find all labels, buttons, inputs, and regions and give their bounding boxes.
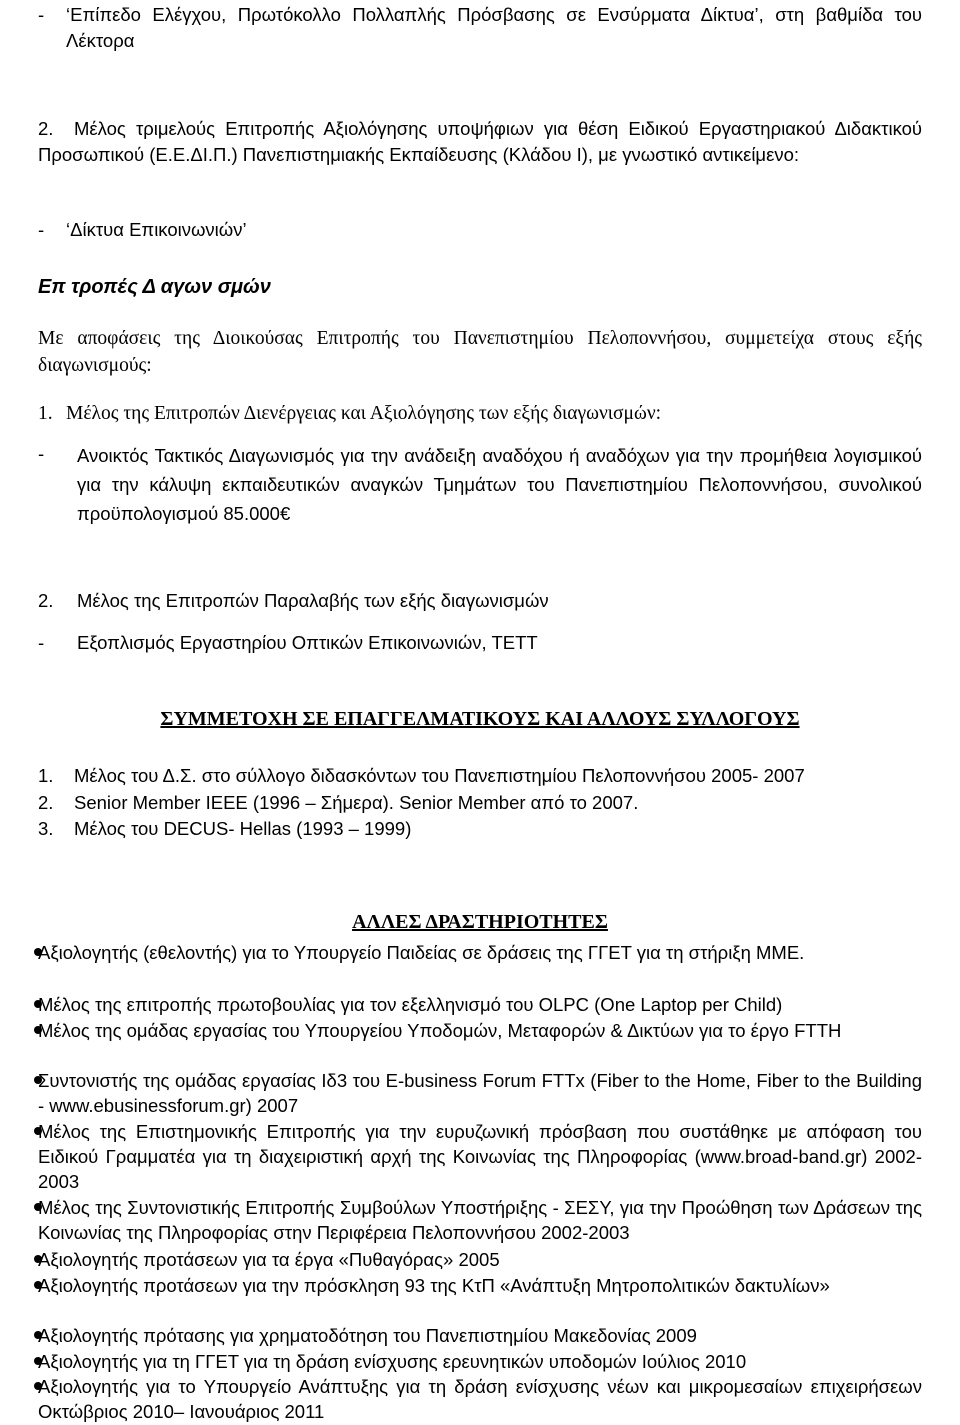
item-number: 3. — [38, 818, 54, 839]
dash-marker: - — [38, 219, 45, 240]
item-text: Senior Member IEEE (1996 – Σήμερα). Senior Member από το 2007. — [74, 792, 639, 813]
item-number: 1. — [38, 765, 54, 786]
section-title-committees: Επ τροπές Δ αγων σμών — [38, 276, 271, 298]
item-text: Μέλος της ομάδας εργασίας του Υπουργείου Υποδομών, Μεταφορών & Δικτύων για το έργο FTTH — [38, 1020, 842, 1041]
item-text: Μέλος της επιτροπής πρωτοβουλίας για τον εξελληνισμό του OLPC (One Laptop per Child) — [38, 994, 783, 1015]
item-text: Μέλος της Επιστημονικής Επιτροπής για την ευρυζωνική πρόσβαση που συστάθηκε με απόφαση του Ειδικού Γραμματέα για τη διαχειριστική αρχή της Κοινωνίας της Πληροφορίας (www.broad-band.gr) 2002-2003 — [38, 1121, 922, 1192]
intro-line-text: ‘Επίπεδο Ελέγχου, Πρωτόκολλο Πολλαπλής Πρόσβασης σε Ενσύρματα Δίκτυα’, στη βαθμίδα του Λέκτορα — [66, 4, 922, 51]
item-number: 1. — [38, 403, 53, 424]
item-number: 2. — [38, 792, 54, 813]
section-heading-associations: ΣΥΜΜΕΤΟΧΗ ΣΕ ΕΠΑΓΓΕΛΜΑΤΙΚΟΥΣ ΚΑΙ ΑΛΛΟΥΣ ΣΥΛΛΟΓΟΥΣ — [160, 708, 800, 730]
committees-item-1-sub: Ανοικτός Τακτικός Διαγωνισμός για την ανάδειξη αναδόχου ή αναδόχων για την προμήθεια λογισμικού για την κάλυψη εκπαιδευτικών αναγκών Τμημάτων του Πανεπιστημίου Πελοποννήσου, συνολικού προϋπολογισμού 85.000€ — [77, 445, 922, 524]
item-text: Αξιολογητής πρότασης για χρηματοδότηση του Πανεπιστημίου Μακεδονίας 2009 — [38, 1325, 697, 1346]
committees-intro: Με αποφάσεις της Διοικούσας Επιτροπής του Πανεπιστημίου Πελοποννήσου, συμμετείχα στους εξής διαγωνισμούς: — [38, 328, 922, 376]
section-heading-other-activities: ΑΛΛΕΣ ΔΡΑΣΤΗΡΙΟΤΗΤΕΣ — [352, 911, 608, 933]
item-text: Αξιολογητής (εθελοντής) για το Υπουργείο Παιδείας σε δράσεις της ΓΓΕΤ για τη στήριξη ΜΜΕ. — [38, 942, 805, 963]
intro-item-2-subject: ‘Δίκτυα Επικοινωνιών’ — [66, 219, 247, 240]
item-number: 2. — [38, 590, 54, 611]
item-text: Αξιολογητής προτάσεων για την πρόσκληση 93 της ΚτΠ «Ανάπτυξη Μητροπολιτικών δακτυλίων» — [38, 1275, 830, 1296]
committees-item-1-text: Μέλος της Επιτροπών Διενέργειας και Αξιολόγησης των εξής διαγωνισμών: — [66, 403, 662, 424]
intro-item-2-text: Μέλος τριμελούς Επιτροπής Αξιολόγησης υποψήφιων για θέση Ειδικού Εργαστηριακού Διδακτικού Προσωπικού (Ε.Ε.ΔΙ.Π.) Πανεπιστημιακής Εκπαίδευσης (Κλάδου Ι), με γνωστικό αντικείμενο: — [38, 118, 922, 165]
item-text: Μέλος της Συντονιστικής Επιτροπής Συμβούλων Υποστήριξης - ΣΕΣΥ, για την Προώθηση των Δράσεων της Κοινωνίας της Πληροφορίας στην Περιφέρεια Πελοποννήσου 2002-2003 — [38, 1197, 922, 1243]
committees-item-2-text: Μέλος της Επιτροπών Παραλαβής των εξής διαγωνισμών — [77, 590, 549, 611]
item-text: Αξιολογητής προτάσεων για τα έργα «Πυθαγόρας» 2005 — [38, 1249, 500, 1270]
dash-marker: - — [38, 4, 45, 25]
item-text: Μέλος του DECUS- Hellas (1993 – 1999) — [74, 818, 412, 839]
dash-marker: - — [38, 632, 45, 653]
item-text: Μέλος του Δ.Σ. στο σύλλογο διδασκόντων του Πανεπιστημίου Πελοποννήσου 2005- 2007 — [74, 765, 805, 786]
dash-marker: - — [38, 443, 45, 464]
committees-item-2-sub: Εξοπλισμός Εργαστηρίου Οπτικών Επικοινωνιών, ΤΕΤΤ — [77, 632, 538, 653]
item-text: Συντονιστής της ομάδας εργασίας Ιδ3 του E-business Forum FTTx (Fiber to the Home, Fiber to the Building - www.ebusinessforum.gr) 2007 — [38, 1070, 922, 1116]
item-number: 2. — [38, 118, 54, 139]
item-text: Αξιολογητής για τη ΓΓΕΤ για τη δράση ενίσχυσης ερευνητικών υποδομών Ιούλιος 2010 — [38, 1351, 747, 1372]
item-text: Αξιολογητής για το Υπουργείο Ανάπτυξης για τη δράση ενίσχυσης νέων και μικρομεσαίων επιχειρήσεων Οκτώβριος 2010– Ιανουάριος 2011 — [38, 1376, 922, 1422]
